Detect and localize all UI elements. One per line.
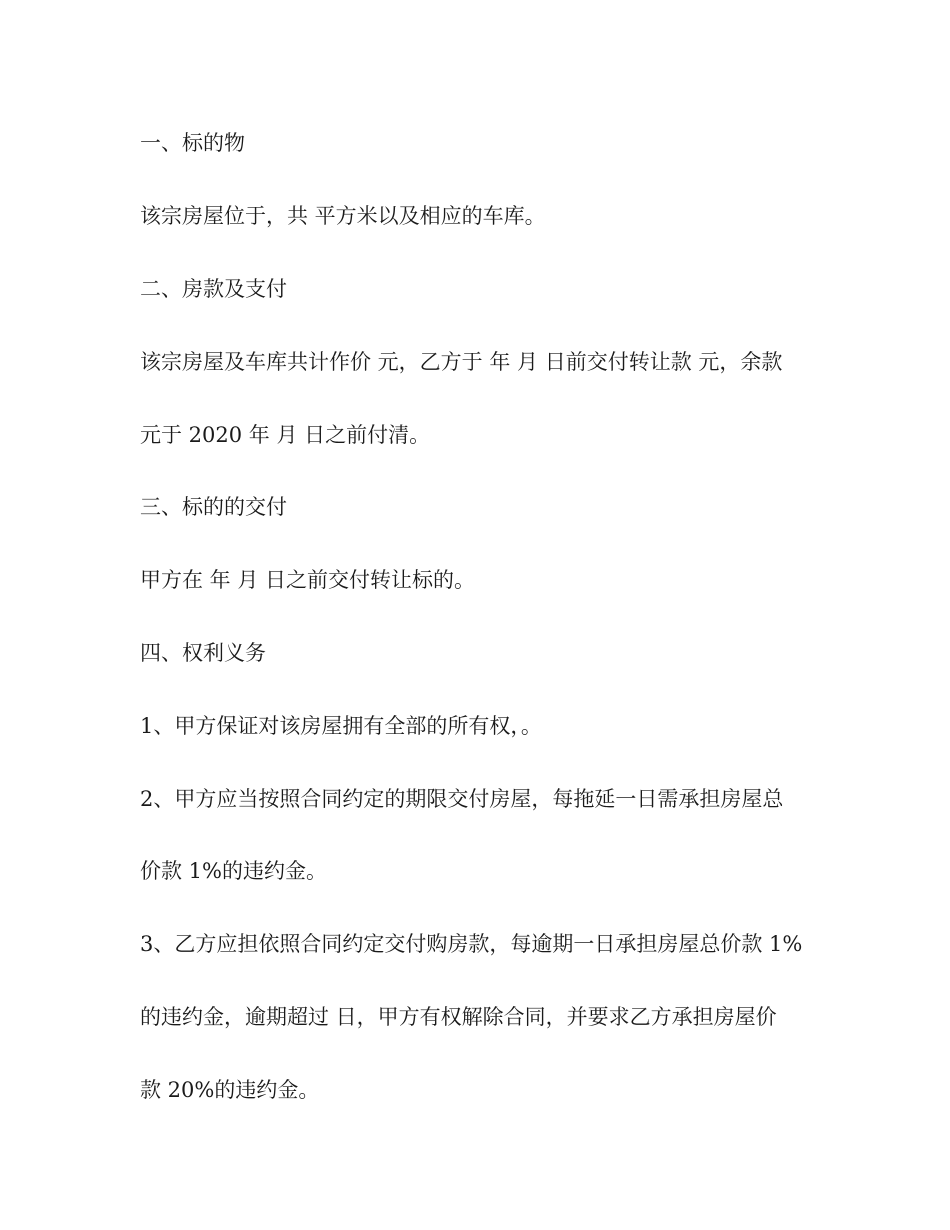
section-4-heading: 四、权利义务	[140, 641, 266, 665]
section-1-paragraph: 该宗房屋位于，共 平方米以及相应的车库。	[140, 204, 546, 228]
section-4-item-2-line-1: 2、甲方应当按照合同约定的期限交付房屋，每拖延一日需承担房屋总	[140, 787, 784, 811]
section-3-paragraph: 甲方在 年 月 日之前交付转让标的。	[140, 568, 476, 592]
section-4-item-3-line-2: 的违约金，逾期超过 日，甲方有权解除合同，并要求乙方承担房屋价	[140, 1005, 777, 1029]
section-2-paragraph-line-1: 该宗房屋及车库共计作价 元，乙方于 年 月 日前交付转让款 元，余款	[140, 350, 783, 374]
section-4-item-3-line-1: 3、乙方应担依照合同约定交付购房款，每逾期一日承担房屋总价款 1%	[140, 932, 803, 956]
section-2-heading: 二、房款及支付	[140, 277, 287, 301]
section-4-item-3-line-3: 款 20%的违约金。	[140, 1078, 320, 1102]
section-4-item-1: 1、甲方保证对该房屋拥有全部的所有权，。	[140, 714, 542, 738]
section-2-paragraph-line-2: 元于 2020 年 月 日之前付清。	[140, 423, 431, 447]
section-4-item-2-line-2: 价款 1%的违约金。	[140, 859, 327, 883]
section-1-heading: 一、标的物	[140, 131, 245, 155]
section-3-heading: 三、标的的交付	[140, 495, 287, 519]
